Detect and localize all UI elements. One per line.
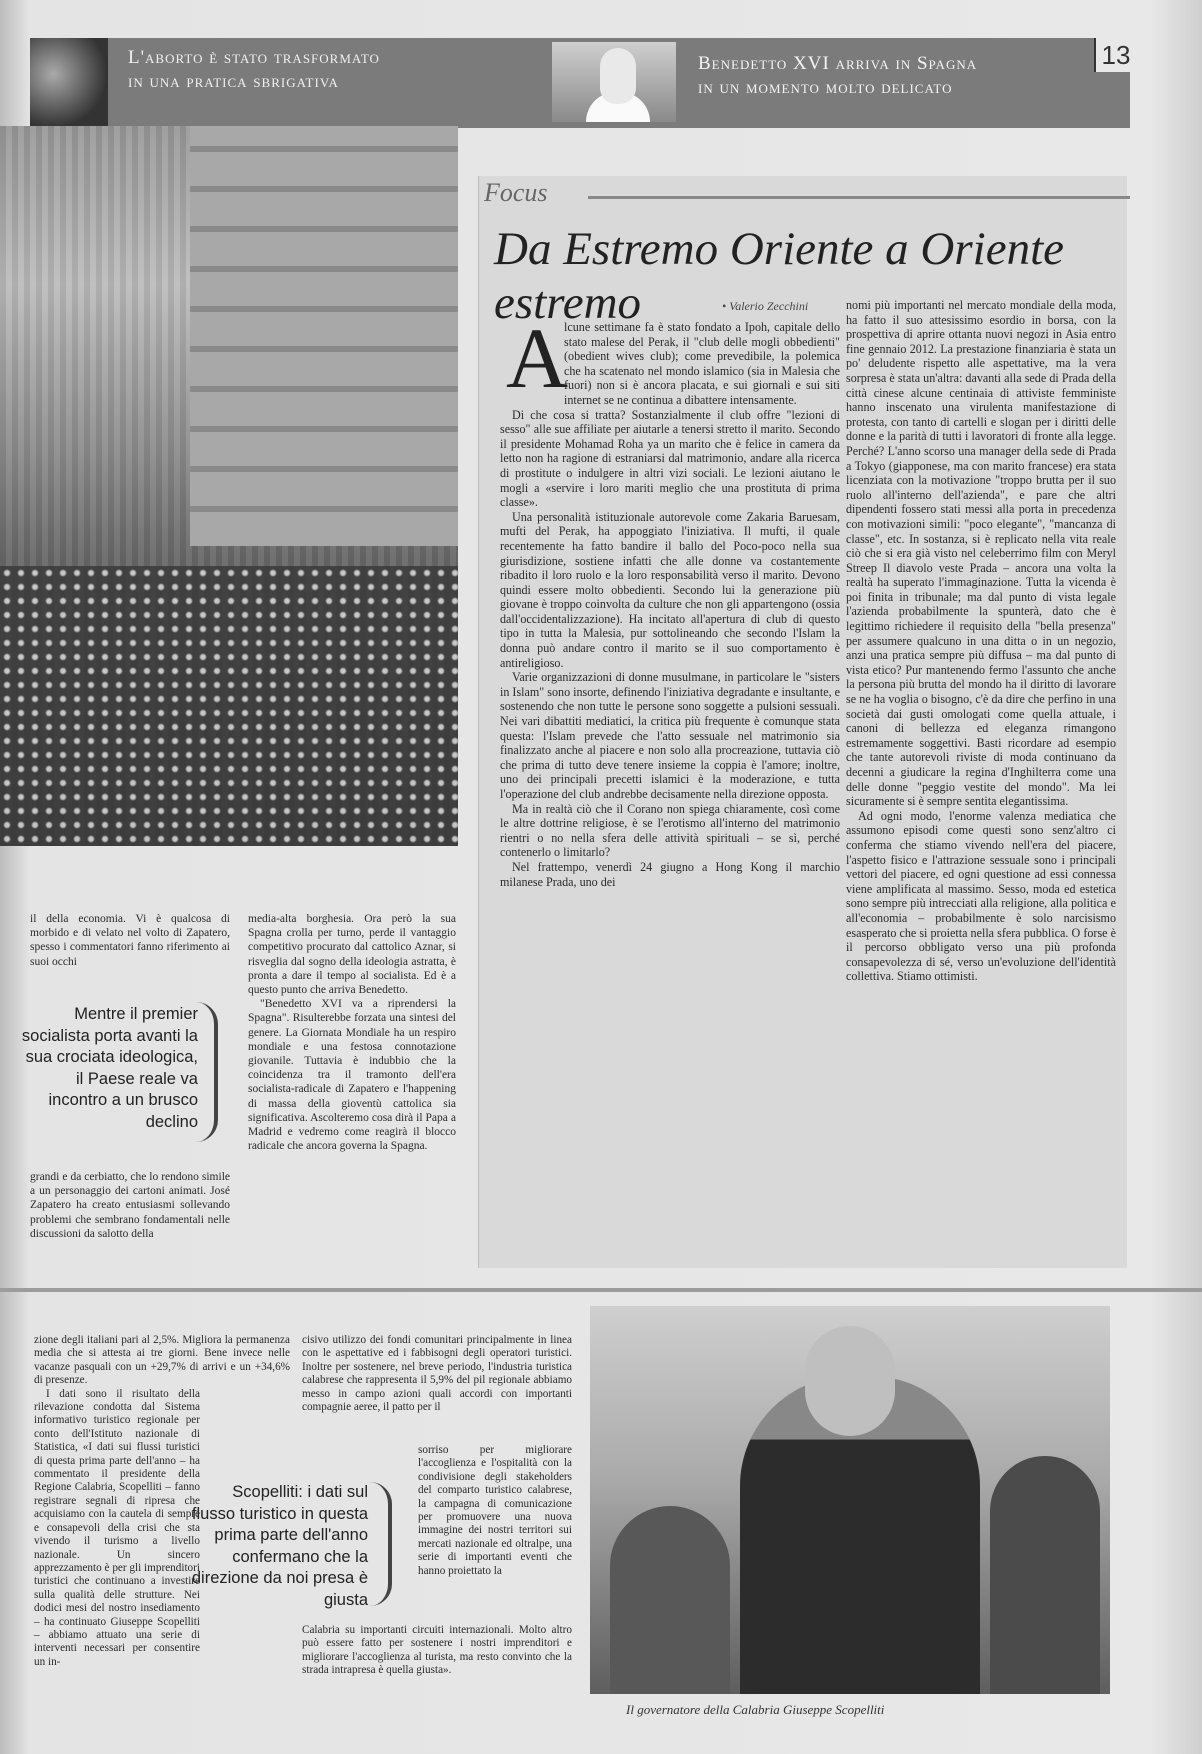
- header-left-title-line2: in una pratica sbrigativa: [128, 71, 339, 92]
- drop-cap: A: [506, 310, 569, 406]
- pope-photo: [552, 42, 676, 122]
- quote-brace-icon: [196, 1002, 218, 1142]
- paragraph: Ma in realtà ciò che il Corano non spiega chiaramente, così come le altre dottrine religiose, è se l'erotismo all'interno del matrimonio rientri o no nella sfera delle attività spirituali – se sì, perché contenerlo o limitarlo?: [500, 801, 840, 860]
- article-headline[interactable]: Da Estremo Oriente a Oriente estremo: [494, 223, 1064, 329]
- paragraph: "Benedetto XVI va a riprendersi la Spagna". Risulterebbe forzata una sintesi del genere. La Giornata Mondiale ha un respiro mondiale e una festosa connotazione giovanile. Tuttavia è indubbio che la coincidenza tra il tramonto dell'era socialista-radicale di Zapatero e l'happening di massa della gioventù cattolica sia significativa. Ascolteremo cosa dirà il Papa a Madrid e vedremo come reagirà il blocco radicale che ancora governa la Spagna.: [248, 998, 456, 1153]
- header-band: [30, 38, 1130, 128]
- article-byline: • Valerio Zecchini: [722, 299, 809, 313]
- paragraph: Nel frattempo, venerdì 24 giugno a Hong Kong il marchio milanese Prada, uno dei: [500, 859, 840, 889]
- paragraph: lcune settimane fa è stato fondato a Ipoh, capitale dello stato malese del Perak, il "club delle mogli obbedienti" (obedient wives club); come prevedibile, la polemica che ha scatenato nel mondo islamico (sia in Malesia che fuori) non si è ancora placata, e sui giornali e sui siti internet se ne continua a dibattere intensamente.: [564, 320, 840, 407]
- paragraph: il della economia. Vi è qualcosa di morbido e di velato nel volto di Zapatero, spesso i commentatori fanno riferimento ai suoi occhi: [30, 913, 230, 968]
- photo-caption: Il governatore della Calabria Giuseppe Scopelliti: [626, 1702, 885, 1717]
- focus-kicker: Focus: [484, 178, 548, 207]
- paragraph: Una personalità istituzionale autorevole come Zakaria Baruesam, mufti del Perak, ha appoggiato l'iniziativa. Il mufti, il quale recentemente ha fatto bandire il ballo del Poco-poco nella sua giurisdizione, sostiene infatti che alle donne va costantemente ribadito il loro ruolo e la loro responsabilità verso il marito. Devono quindi essere molto obbedienti. Secondo lui la generazione più giovane è troppo coinvolta da culture che non gli appartengono (ossia dall'occidentalizzazione). Ha incitato all'apertura di club di questo tipo in tutta la Malesia, pur sottolineando che secondo l'Islam la donna può andare contro il marito se il suo comportamento è antireligioso.: [500, 509, 840, 670]
- calabria-column-b-top: [302, 1334, 572, 1414]
- paragraph: I dati sono il risultato della rilevazione condotta dal Sistema informativo turistico regionale per conto dell'Istituto nazionale di Statistica, «I dati sui flussi turistici di questa prima parte dell'anno – ha commentato il presidente della Regione Calabria, Scopelliti – fanno registrare segnali di ripresa che acquisiamo con la cautela di sempre e consapevoli della crisi che sta vivendo il turismo a livello nazionale. Un sincero apprezzamento è per gli imprenditori turistici che continuano a investire sulla qualità delle strutture. Nei dodici mesi del nostro insediamento – ha continuato Giuseppe Scopelliti – abbiamo attuato una serie di interventi necessari per consentire un in-: [34, 1387, 200, 1668]
- paragraph: Ad ogni modo, l'enorme valenza mediatica che assumono episodi come questi sono senz'altro ci conferma che stiamo vivendo nell'era del piacere, l'aspetto fisico e l'attrazione sessuale sono i principali vettori del piacere, ed ogni questione ad essi connessa viene amplificata al massimo. Sesso, moda ed estetica sono sempre più intrecciati alla religione, alla politica e all'economia – probabilmente è solo narcisismo esasperato che si proietta nella sfera pubblica. O forse è il percorso obbligato verso una più profonda consapevolezza di sé, verso un'evoluzione dell'identità collettiva. Stiamo ottimisti.: [846, 808, 1116, 984]
- header-right-title-line2: in un momento molto delicato: [698, 77, 953, 98]
- header-left-photo: [30, 38, 108, 128]
- zapatero-column-a-top: [30, 912, 230, 969]
- paragraph: Di che cosa si tratta? Sostanzialmente il club offre "lezioni di sesso" alle sue affiliate per aiutarle a tenersi stretto il marito. Secondo il presidente Mohamad Roha ya un marito che è felice in camera da letto non ha ragione di estraniarsi dal matrimonio, andare alla ricerca di prostitute o indulgere in altri vizi sociali. Le lezioni aiutano le mogli a «servire i loro mariti meglio che una prostituta di prima classe».: [500, 407, 840, 510]
- bldg: [190, 126, 458, 546]
- zapatero-column-b: [248, 912, 456, 1153]
- face: [600, 48, 636, 104]
- focus-column-2: [846, 298, 1116, 984]
- section-divider: [0, 1288, 1202, 1292]
- other2: [610, 1506, 730, 1694]
- header-right-title-line1: Benedetto XVI arriva in Spagna: [698, 53, 978, 74]
- paragraph: Varie organizzazioni di donne musulmane, in particolare le "sisters in Islam" sono insorte, definendo l'iniziativa degradante e insultante, e sostenendo che non tutte le persone sono soggette a pulsioni sessuali. Nei vari dibattiti mediatici, la critica più frequente è comunque stata questa: l'Islam prevede che l'atto sessuale nel matrimonio sia finalizzato anche al piacere e non solo alla procreazione, tuttavia ciò che prima di tutto deve tenere insieme la coppia è l'amore; inoltre, uno dei principali precetti islamici è la moderazione, e tutta l'operazione del club andrebbe decisamente nella direzione opposta.: [500, 670, 840, 801]
- header-left-title[interactable]: [128, 46, 508, 94]
- header-left-title-line1: L'aborto è stato trasformato: [128, 47, 380, 68]
- scopelliti-photo: [590, 1306, 1110, 1694]
- paragraph: nomi più importanti nel mercato mondiale della moda, ha fatto il suo attesissimo esordio in borsa, con la prospettiva di aprire ottanta nuovi negozi in Asia entro fine gennaio 2012. La prestazione finanziaria è stata un po' deludente rispetto alle aspettative, ma la vera sorpresa è stata un'altra: davanti alla sede di Prada della città cinese alcune centinaia di attiviste femministe hanno inscenato una virulenta manifestazione di protesta, con tanto di cartelli e slogan per i diritti delle donne e la parità di tutti i lavoratori di fronte alla legge. Perché? L'anno scorso una manager della sede di Prada a Tokyo (giapponese, ma con marito francese) era stata licenziata con la motivazione "troppo brutta per il suo ruolo all'interno dell'azienda", e pare che altri dipendenti fossero stati messi alla porta in precedenza con motivazioni simili: "poco elegante", "mancanza di classe", etc. In sostanza, si è replicato nella vita reale ciò che si era già visto nel celeberrimo film con Meryl Streep Il diavolo veste Prada – ancora una volta la realtà ha superato l'immaginazione. Tutta la vicenda è poi finita in tribunale; ma dal punto di vista legale l'azienda probabilmente la spunterà, dato che è legittimo richiedere il requisito della "bella presenza" per assumere qualcuno in una ditta o in un negozio, anzi una pratica sempre più diffusa – ma dal punto di vista etico? Pur mantenendo fermo l'assunto che anche la persona più brutta del mondo ha il diritto di lavorare se ne ha voglia o bisogno, c'è da dire che perfino in una società dai gusti omologati come quella attuale, i canoni di bellezza ed eleganza rimangono estremamente soggettivi. Basti ricordare ad esempio che tante autorevoli riviste di moda continuano da decenni a giudicare la regina d'Inghilterra come una delle donne "peggio vestite del mondo". Ma lei sicuramente si è sempre sentita elegantissima.: [846, 298, 1116, 809]
- page-number: 13: [1094, 38, 1136, 72]
- calabria-column-b-mid: [418, 1444, 572, 1578]
- paragraph: zione degli italiani pari al 2,5%. Migliora la permanenza media che si attesta ai tre giorni. Bene invece nelle vacanze pasquali con un +29,7% di arrivi e un +34,6% di presenze.: [34, 1334, 290, 1387]
- paragraph: sorriso per migliorare l'accoglienza e l'ospitalità con la condivisione degli stakeholders del comparto turistico calabrese, la campagna di comunicazione per promuovere una nuova immagine dei nostri territori sui mercati nazionale ed oltralpe, una serie di importanti eventi che hanno proiettato la: [418, 1444, 572, 1577]
- paragraph: cisivo utilizzo dei fondi comunitari principalmente in linea con le aspettative ed i fabbisogni degli operatori turistici. Inoltre per sostenere, nel breve periodo, l'industria turistica calabrese che rappresenta il 5,9% del pil regionale abbiamo messo in campo azioni quali accordi con importanti compagnie aeree, il patto per il: [302, 1334, 572, 1414]
- calabria-pull-quote: Scopelliti: i dati sul flusso turistico in questa prima parte dell'anno confermano che la direzione da noi presa è giusta: [191, 1483, 368, 1609]
- zapatero-column-a-bottom: [30, 1170, 230, 1241]
- zapatero-pull-quote: Mentre il premier socialista porta avanti la sua crociata ideologica, il Paese reale va incontro a un brusco declino: [21, 1005, 198, 1131]
- other: [990, 1456, 1100, 1694]
- crowd-photo: [0, 126, 458, 846]
- focus-rule: [588, 196, 1130, 199]
- calabria-column-b-bottom: [302, 1624, 572, 1678]
- paragraph: media-alta borghesia. Ora però la sua Spagna crolla per turno, perde il vantaggio competitivo procurato dal cattolico Aznar, si risveglia dal sogno della ideologia astratta, è pronta a dare il tempo al socialista. Ed è a questo punto che arriva Benedetto.: [248, 913, 456, 997]
- quote-brace-icon: [370, 1482, 392, 1606]
- paragraph: grandi e da cerbiatto, che lo rendono simile a un personaggio dei cartoni animati. José Zapatero ha creato entusiasmi sollevando problemi che sembrano fondamentali nelle discussioni da salotto della: [30, 1171, 230, 1240]
- paragraph: Calabria su importanti circuiti internazionali. Molto altro può essere fatto per sostenere i nostri imprenditori e migliorare l'accoglienza al turista, ma resto convinto che la strada intrapresa è quella giusta».: [302, 1624, 572, 1677]
- people: [0, 566, 458, 846]
- focus-column-1: [500, 310, 840, 889]
- header-right-title[interactable]: [698, 52, 1098, 100]
- head: [805, 1326, 895, 1436]
